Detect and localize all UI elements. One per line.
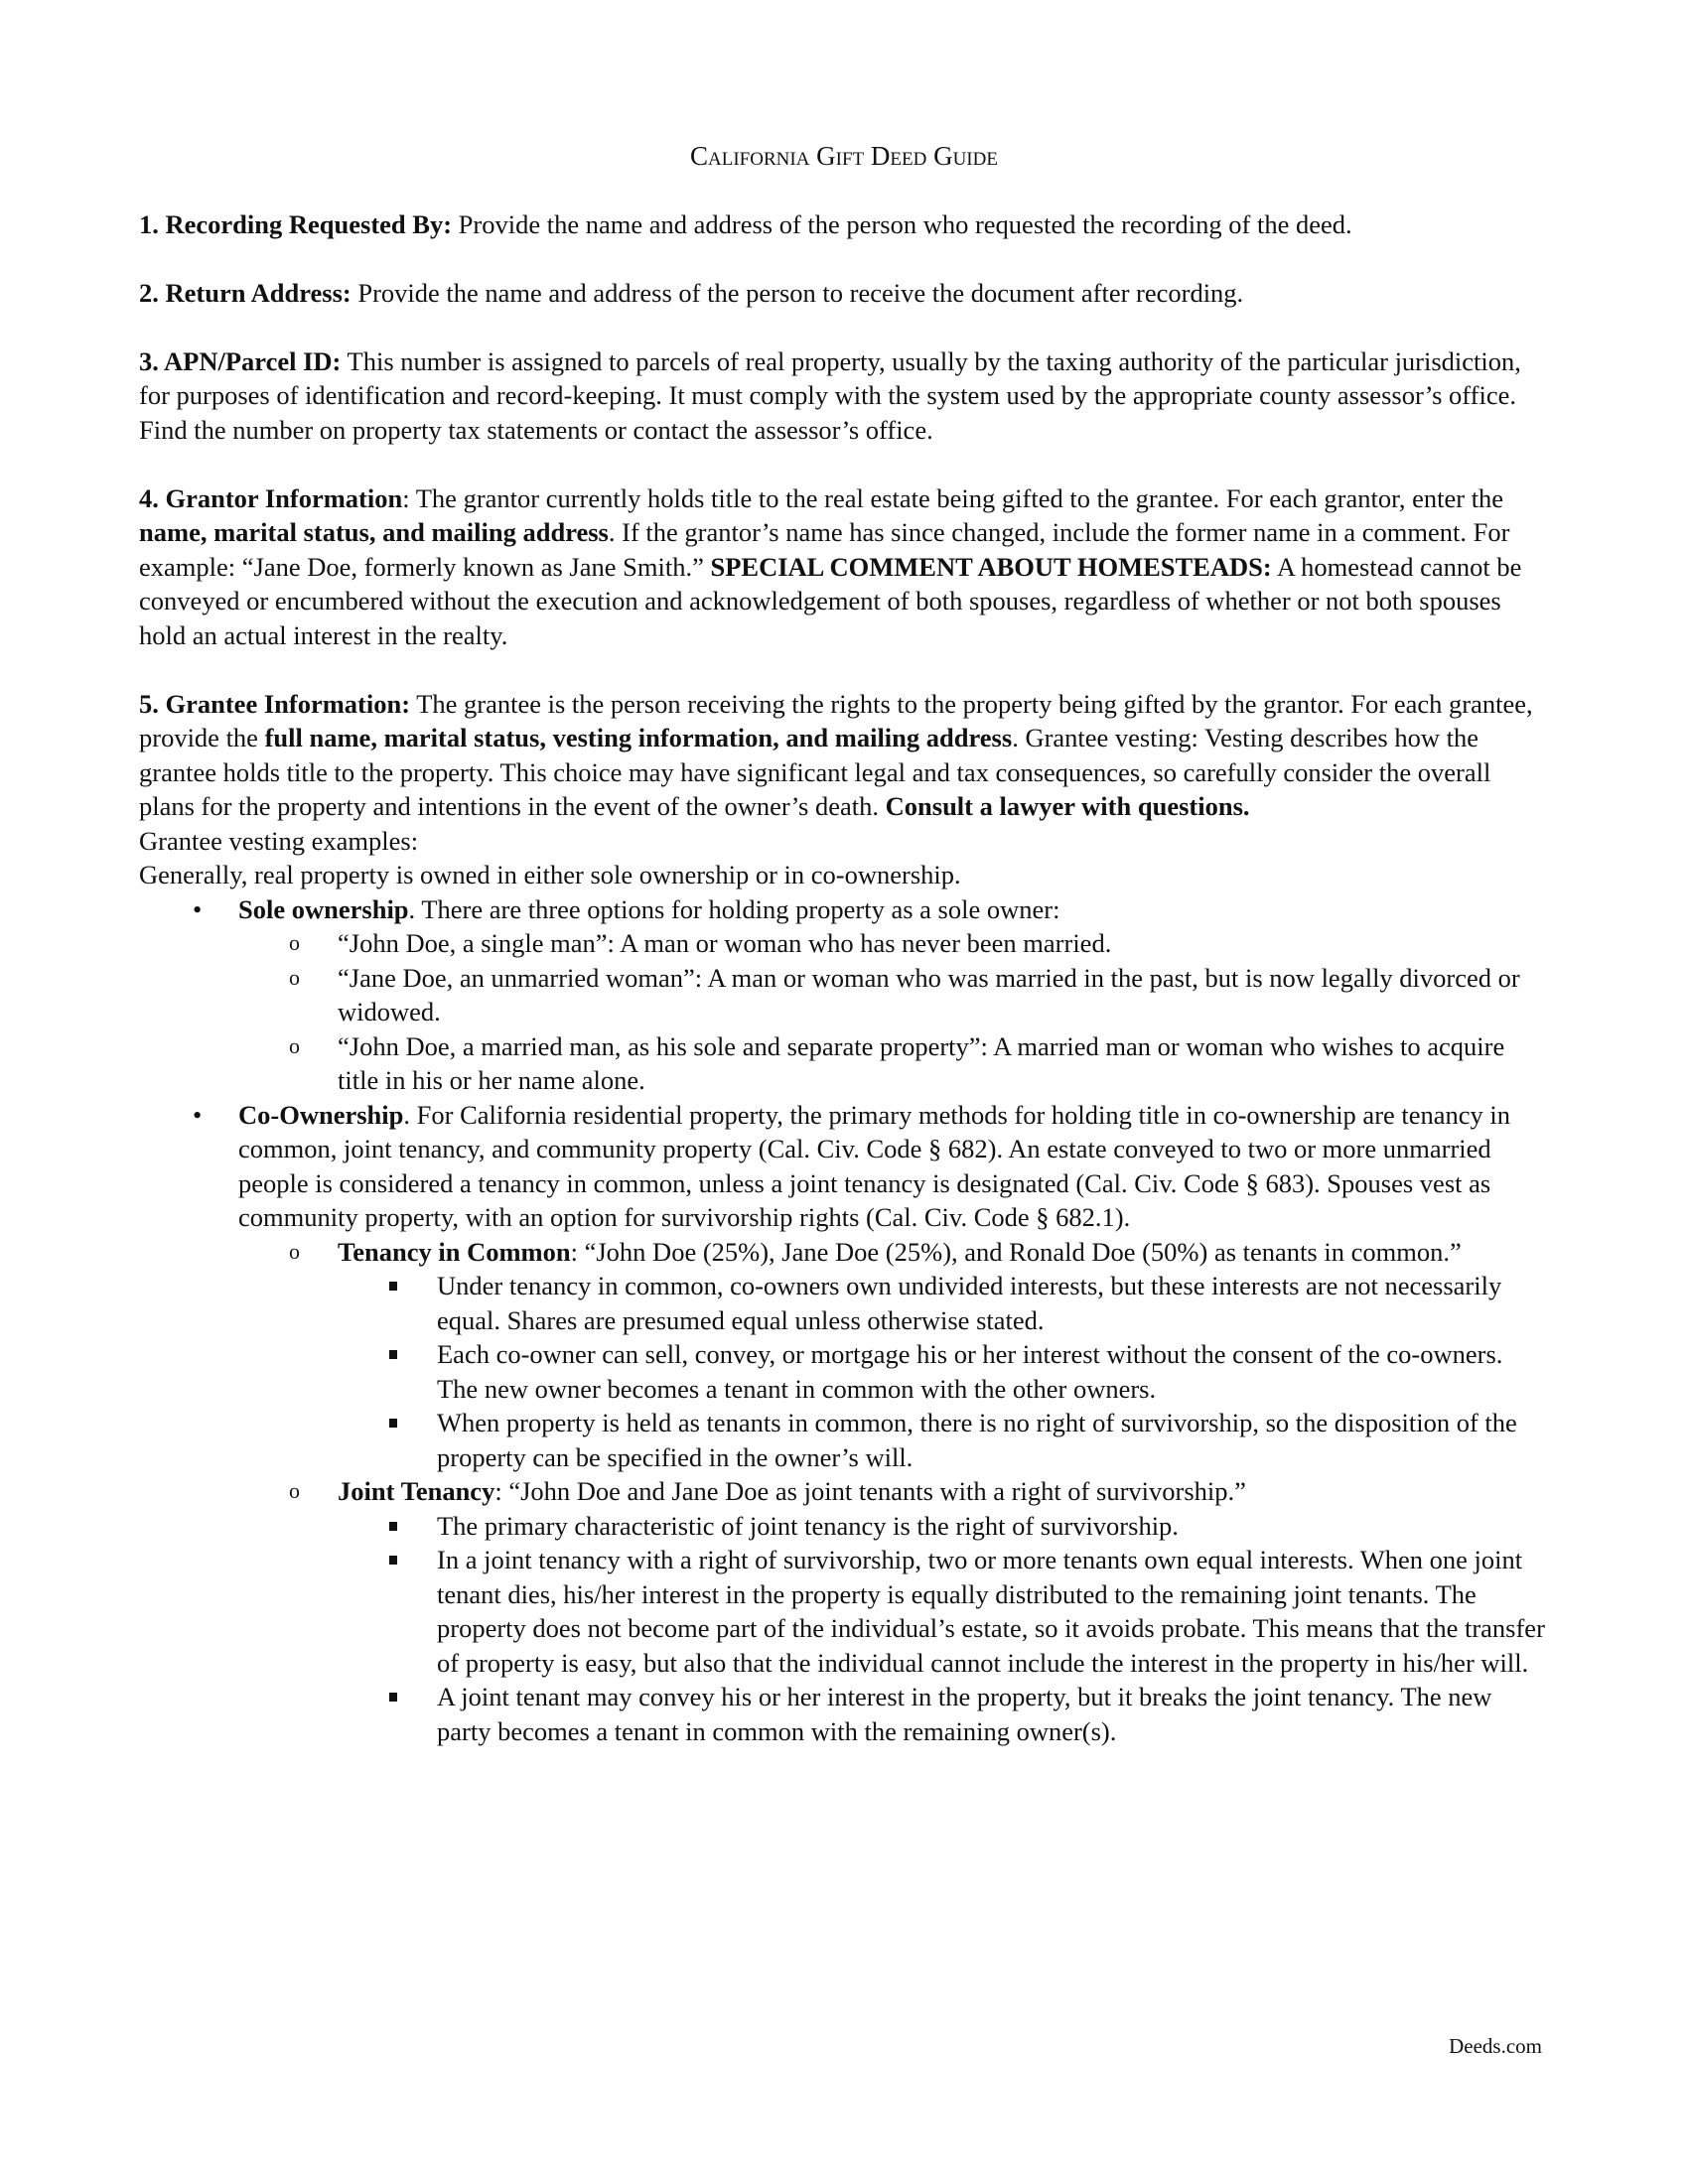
list-item-sole-ownership (139, 892, 1549, 1098)
square-bullet-icon (389, 1556, 397, 1565)
section-text: Provide the name and address of the person to receive the document after recording. (351, 277, 1244, 308)
section-emphasis: name, marital status, and mailing address (139, 517, 609, 547)
item-text: When property is held as tenants in common, there is no right of survivorship, so the disposition of the property can be specified in the owner’s will. (437, 1408, 1517, 1472)
list-item (338, 1680, 1549, 1748)
square-bullet-icon (389, 1522, 397, 1531)
circle-bullet-icon: o (289, 1478, 300, 1503)
section-text: : The grantor currently holds title to the real estate being gifted to the grantee. For each grantor, enter the (402, 482, 1504, 513)
section-text: A homestead cannot be conveyed or encumbered without the execution and acknowledgement of both spouses, regardless of whether or not both spouses hold an actual interest in the realty. (139, 551, 1522, 650)
circle-bullet-icon: o (289, 964, 300, 990)
item-text: “John Doe, a single man”: A man or woman who has never been married. (338, 928, 1112, 958)
item-text: In a joint tenancy with a right of survivorship, two or more tenants own equal interests. When one joint tenant dies, his/her interest in the property is equally distributed to the remaining joint tenants. The property does not become part of the individual’s estate, so it avoids probate. This means that the transfer of property is easy, but also that the individual cannot include the interest in the property in his/her will. (437, 1545, 1545, 1678)
section-grantee-information (139, 687, 1549, 824)
square-bullet-icon (389, 1693, 397, 1702)
item-text: A joint tenant may convey his or her interest in the property, but it breaks the joint tenancy. The new party becomes a tenant in common with the remaining owner(s). (437, 1682, 1492, 1746)
list-item (338, 1406, 1549, 1474)
list-item-co-ownership (139, 1098, 1549, 1749)
item-label: Sole ownership (238, 893, 409, 924)
section-text: . If the grantor’s name has since changed, include the former name in a comment. For example: “Jane Doe, formerly known as Jane Smith.” (139, 517, 1510, 582)
tenancy-in-common-details (338, 1269, 1549, 1474)
section-label: 2. Return Address: (139, 277, 352, 308)
item-label: Co-Ownership (238, 1099, 404, 1130)
item-label: Joint Tenancy (338, 1476, 495, 1506)
section-recording-requested-by (139, 207, 1549, 242)
list-item (338, 1509, 1549, 1544)
section-text: The grantee is the person receiving the rights to the property being gifted by the grantor. For each grantee, provide the (139, 688, 1533, 752)
vesting-intro: Generally, real property is owned in either sole ownership or in co-ownership. (139, 860, 961, 889)
item-text: : “John Doe (25%), Jane Doe (25%), and Ronald Doe (50%) as tenants in common.” (570, 1236, 1462, 1267)
item-text: “Jane Doe, an unmarried woman”: A man or woman who was married in the past, but is now legally divorced or widowed. (338, 962, 1520, 1026)
bullet-icon: • (193, 893, 203, 924)
section-label: 1. Recording Requested By: (139, 208, 453, 239)
section-text: . Grantee vesting: Vesting describes how the grantee holds title to the property. This choice may have significant legal and tax consequences, so carefully consider the overall plans for the property and intentions in the event of the owner’s death. (139, 723, 1491, 821)
item-text: “John Doe, a married man, as his sole and separate property”: A married man or woman who wishes to acquire title in his or her name alone. (338, 1030, 1505, 1095)
section-text: This number is assigned to parcels of real property, usually by the taxing authority of the particular jurisdiction, for purposes of identification and record-keeping. It must comply with the system used by the appropriate county assessor’s office. Find the number on property tax statements or contact the assessor’s office. (139, 345, 1521, 445)
list-item (338, 1337, 1549, 1406)
joint-tenancy-details (338, 1509, 1549, 1749)
item-text: Under tenancy in common, co-owners own undivided interests, but these interests are not necessarily equal. Shares are presumed equal unless otherwise stated. (437, 1271, 1502, 1335)
circle-bullet-icon: o (289, 1032, 300, 1058)
page-title: California Gift Deed Guide (690, 141, 998, 171)
section-emphasis: full name, marital status, vesting information, and mailing address (264, 723, 1013, 752)
list-item (238, 926, 1549, 961)
list-item (238, 961, 1549, 1029)
item-text: . For California residential property, the primary methods for holding title in co-ownership are tenancy in common, joint tenancy, and community property (Cal. Civ. Code § 682). An estate conveyed to two or more unmarried people is considered a tenancy in common, unless a joint tenancy is designated (Cal. Civ. Code § 683). Spouses vest as community property, with an option for survivorship rights (Cal. Civ. Code § 682.1). (238, 1099, 1511, 1232)
sole-options-list (238, 926, 1549, 1098)
item-label: Tenancy in Common (338, 1236, 571, 1267)
homestead-comment-label: SPECIAL COMMENT ABOUT HOMESTEADS: (710, 551, 1272, 582)
square-bullet-icon (389, 1350, 397, 1359)
co-ownership-types-list (238, 1235, 1549, 1749)
list-item (338, 1269, 1549, 1337)
section-label: 4. Grantor Information (139, 482, 403, 513)
ownership-list (139, 892, 1549, 1749)
section-apn-parcel-id (139, 344, 1549, 448)
section-grantor-information (139, 481, 1549, 653)
list-item (338, 1543, 1549, 1680)
vesting-examples-heading: Grantee vesting examples: (139, 825, 419, 856)
list-item (238, 1029, 1549, 1098)
section-label: 5. Grantee Information: (139, 688, 411, 719)
section-label: 3. APN/Parcel ID: (139, 345, 342, 376)
section-return-address (139, 276, 1549, 311)
list-item-tenancy-in-common (238, 1235, 1549, 1475)
lawyer-advice: Consult a lawyer with questions. (885, 791, 1250, 821)
list-item-joint-tenancy (238, 1474, 1549, 1748)
document-page (139, 139, 1549, 1748)
circle-bullet-icon: o (289, 930, 300, 955)
item-text: The primary characteristic of joint tenancy is the right of survivorship. (437, 1510, 1179, 1541)
square-bullet-icon (389, 1419, 397, 1428)
item-text: : “John Doe and Jane Doe as joint tenants with a right of survivorship.” (494, 1476, 1246, 1506)
circle-bullet-icon: o (289, 1238, 300, 1264)
footer-brand: Deeds.com (1449, 2034, 1542, 2058)
item-text: Each co-owner can sell, convey, or mortgage his or her interest without the consent of the co-owners. The new owner becomes a tenant in common with the other owners. (437, 1339, 1503, 1404)
bullet-icon: • (193, 1099, 203, 1130)
section-text: Provide the name and address of the person who requested the recording of the deed. (452, 208, 1352, 239)
square-bullet-icon (389, 1282, 397, 1291)
item-text: . There are three options for holding property as a sole owner: (408, 893, 1060, 924)
